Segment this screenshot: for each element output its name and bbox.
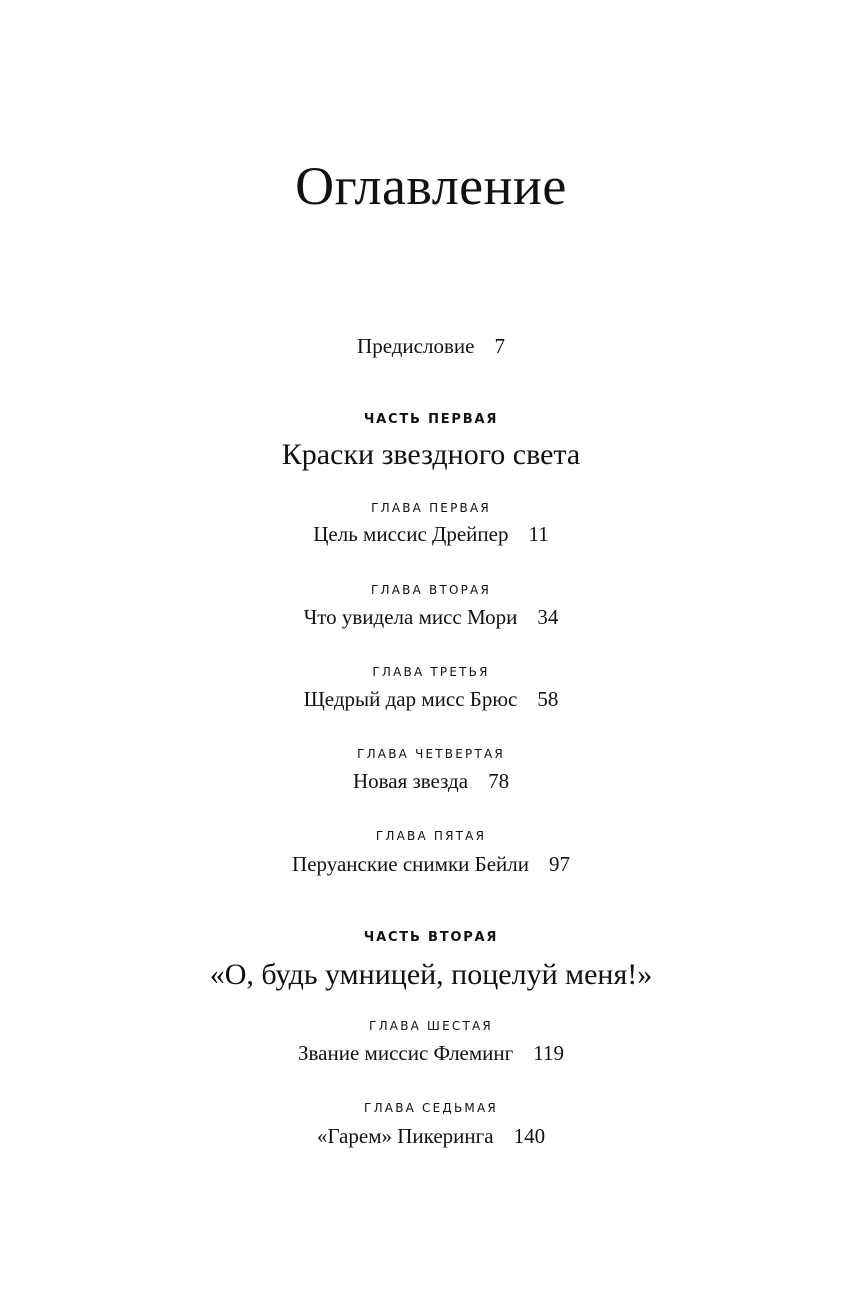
chapter-label: ГЛАВА ПЕРВАЯ	[371, 501, 491, 515]
chapter-label: ГЛАВА СЕДЬМАЯ	[364, 1101, 498, 1115]
toc-entry-preface[interactable]	[0, 333, 862, 359]
toc-entry-chapter-5[interactable]	[0, 851, 862, 877]
toc-entry-chapter-3[interactable]	[0, 686, 862, 712]
toc-entry-title: Что увидела мисс Мори	[303, 605, 518, 629]
chapter-label: ГЛАВА ТРЕТЬЯ	[372, 665, 490, 679]
chapter-label: ГЛАВА ПЯТАЯ	[375, 829, 487, 843]
toc-entry-chapter-7[interactable]	[0, 1123, 862, 1149]
toc-entry-title: Щедрый дар мисс Брюс	[303, 687, 518, 711]
toc-entry-title: Перуанские снимки Бейли	[292, 852, 529, 876]
chapter-label: ГЛАВА ШЕСТАЯ	[369, 1019, 493, 1033]
part-title: «О, будь умницей, поцелуй меня!»	[209, 958, 653, 991]
toc-entry-chapter-6[interactable]	[0, 1040, 862, 1066]
toc-entry-title: «Гарем» Пикеринга	[316, 1124, 494, 1148]
part-label: ЧАСТЬ ПЕРВАЯ	[363, 412, 499, 427]
toc-entry-page-number: 119	[533, 1041, 564, 1065]
toc-entry-page-number: 11	[528, 522, 549, 546]
chapter-label: ГЛАВА ЧЕТВЕРТАЯ	[357, 747, 505, 761]
toc-entry-chapter-1[interactable]	[0, 521, 862, 547]
toc-entry-chapter-4[interactable]	[0, 768, 862, 794]
toc-entry-chapter-2[interactable]	[0, 604, 862, 630]
toc-entry-title: Новая звезда	[352, 769, 469, 793]
toc-entry-title: Звание миссис Флеминг	[298, 1041, 514, 1065]
toc-entry-page-number: 97	[548, 852, 570, 876]
toc-entry-page-number: 34	[537, 605, 559, 629]
part-label: ЧАСТЬ ВТОРАЯ	[363, 930, 499, 945]
page-title: Оглавление	[295, 156, 567, 216]
toc-entry-page-number: 140	[513, 1124, 546, 1148]
toc-entry-title: Предисловие	[357, 334, 475, 358]
toc-entry-page-number: 7	[494, 334, 505, 358]
toc-entry-page-number: 78	[488, 769, 510, 793]
toc-entry-title: Цель миссис Дрейпер	[313, 522, 509, 546]
toc-entry-page-number: 58	[537, 687, 559, 711]
chapter-label: ГЛАВА ВТОРАЯ	[371, 583, 491, 597]
part-title: Краски звездного света	[281, 438, 581, 471]
